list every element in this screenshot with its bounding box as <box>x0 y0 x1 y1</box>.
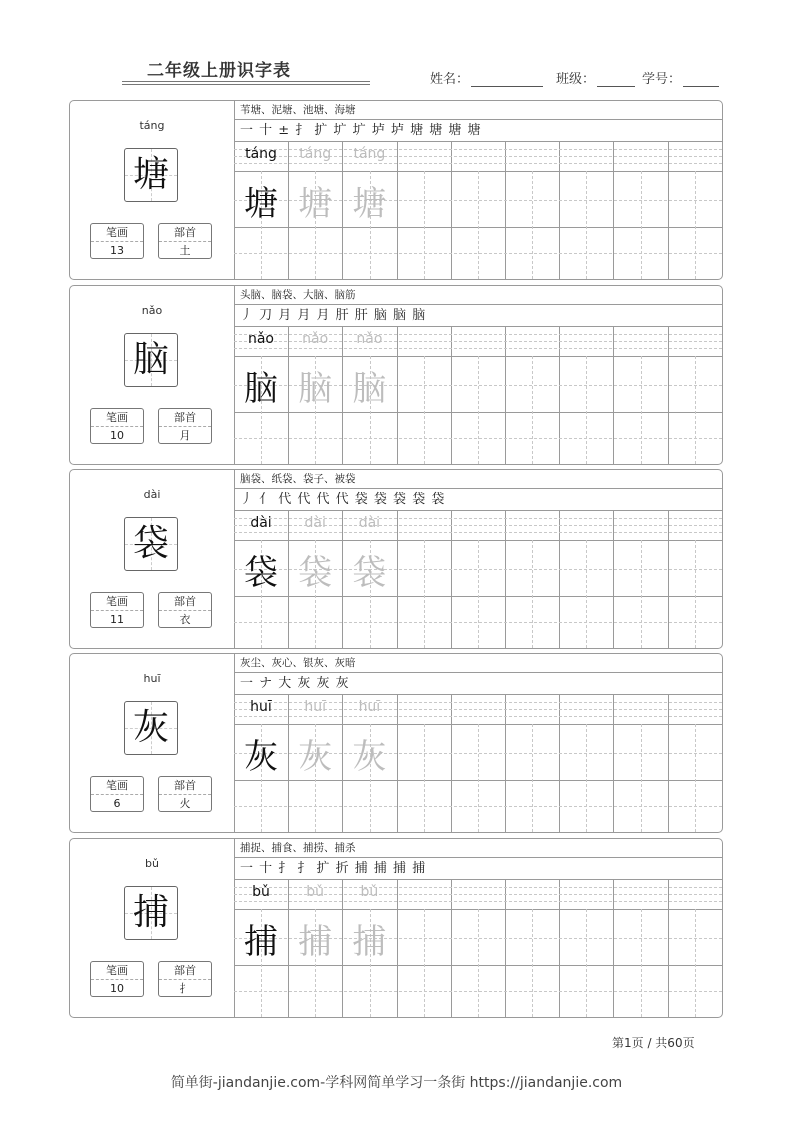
grid-line <box>695 356 696 464</box>
grid-line <box>695 540 696 648</box>
character-info-panel <box>70 470 235 648</box>
stroke-count-box <box>90 592 144 628</box>
grid-line <box>586 171 587 279</box>
name-blank[interactable] <box>471 72 543 87</box>
stroke-count-value: 13 <box>110 244 124 257</box>
radical-value: 衣 <box>179 613 191 626</box>
character-card <box>69 285 723 465</box>
grid-line <box>695 724 696 832</box>
practice-character: 塘 <box>244 184 278 224</box>
radical-label: 部首 <box>159 409 211 427</box>
grid-line <box>478 356 479 464</box>
character-pinyin: nǎo <box>141 304 163 317</box>
practice-pinyin: huī <box>358 699 381 715</box>
name-field[interactable] <box>430 68 543 87</box>
stroke-count-label: 笔画 <box>91 777 143 795</box>
stroke-count-label: 笔画 <box>91 409 143 427</box>
practice-pinyin: táng <box>245 146 277 162</box>
practice-pinyin: táng <box>353 146 386 162</box>
stroke-count-box <box>90 408 144 444</box>
practice-character: 塘 <box>298 184 333 224</box>
stroke-count-label: 笔画 <box>91 224 143 242</box>
stroke-count-value: 10 <box>110 982 124 995</box>
practice-pinyin: dài <box>250 515 272 531</box>
practice-grid[interactable] <box>234 327 722 464</box>
title-underline <box>122 81 370 82</box>
practice-character: 脑 <box>244 369 278 409</box>
character-box <box>124 148 178 202</box>
practice-character: 袋 <box>352 553 387 593</box>
practice-character: 捕 <box>298 922 333 962</box>
character-glyph: 塘 <box>132 154 169 195</box>
word-examples: 苇塘、泥塘、池塘、海塘 <box>234 101 722 120</box>
radical-value: 土 <box>179 244 191 257</box>
grid-line <box>424 724 425 832</box>
stroke-count-value: 10 <box>110 429 124 442</box>
practice-character: 灰 <box>244 737 278 777</box>
practice-grid[interactable] <box>234 511 722 648</box>
grid-line <box>641 356 642 464</box>
radical-value: 火 <box>179 797 191 810</box>
practice-pinyin: bǔ <box>252 884 270 900</box>
practice-panel <box>234 839 722 1017</box>
stroke-count-value: 11 <box>110 613 124 626</box>
radical-box <box>158 961 212 997</box>
practice-character: 脑 <box>352 369 387 409</box>
grid-line <box>586 356 587 464</box>
character-pinyin: dài <box>143 488 161 501</box>
practice-panel <box>234 654 722 832</box>
grid-line <box>424 540 425 648</box>
word-examples: 脑袋、纸袋、袋子、被袋 <box>234 470 722 489</box>
grid-line <box>641 724 642 832</box>
grid-line <box>532 171 533 279</box>
practice-character: 灰 <box>352 737 387 777</box>
grid-line <box>695 171 696 279</box>
grid-line <box>234 716 722 717</box>
class-field[interactable] <box>556 68 635 87</box>
stroke-count-label: 笔画 <box>91 962 143 980</box>
grid-line <box>424 356 425 464</box>
grid-line <box>532 724 533 832</box>
student-number-label: 学号： <box>642 72 682 87</box>
student-number-field[interactable] <box>642 68 719 87</box>
radical-label: 部首 <box>159 777 211 795</box>
character-card <box>69 838 723 1018</box>
character-glyph: 灰 <box>132 707 169 748</box>
practice-pinyin: nǎo <box>247 331 275 347</box>
practice-pinyin: huī <box>304 699 326 715</box>
practice-grid[interactable] <box>234 695 722 832</box>
grid-line <box>641 540 642 648</box>
radical-label: 部首 <box>159 962 211 980</box>
character-card <box>69 469 723 649</box>
radical-label: 部首 <box>159 593 211 611</box>
grid-line <box>234 163 722 164</box>
practice-pinyin: táng <box>299 146 332 162</box>
character-pinyin: táng <box>139 119 165 132</box>
stroke-order: 一 十 ± 扌 扩 圹 圹 垆 垆 塘 塘 塘 塘 <box>234 120 722 142</box>
student-number-blank[interactable] <box>683 72 719 87</box>
character-glyph: 捕 <box>132 892 169 933</box>
stroke-count-value: 6 <box>113 797 121 810</box>
practice-grid[interactable] <box>234 880 722 1017</box>
grid-line <box>532 909 533 1017</box>
character-info-panel <box>70 839 235 1017</box>
grid-line <box>695 909 696 1017</box>
radical-box <box>158 223 212 259</box>
grid-line <box>478 724 479 832</box>
practice-character: 捕 <box>244 922 278 962</box>
radical-box <box>158 592 212 628</box>
stroke-order: 丿 刀 月 月 月 肝 肝 脑 脑 脑 <box>234 305 722 327</box>
word-examples: 捕捉、捕食、捕捞、捕杀 <box>234 839 722 858</box>
stroke-count-box <box>90 961 144 997</box>
practice-character: 脑 <box>298 369 333 409</box>
character-info-panel <box>70 286 235 464</box>
character-glyph: 袋 <box>132 523 169 564</box>
practice-character: 袋 <box>244 553 278 593</box>
character-card <box>69 100 723 280</box>
class-label: 班级： <box>556 72 596 87</box>
grid-line <box>586 909 587 1017</box>
practice-pinyin: bǔ <box>360 884 379 900</box>
practice-pinyin: dài <box>358 515 381 531</box>
grid-line <box>424 909 425 1017</box>
practice-character: 灰 <box>298 737 333 777</box>
radical-value: 月 <box>179 429 191 442</box>
practice-pinyin: nǎo <box>356 331 383 347</box>
character-info-panel <box>70 101 235 279</box>
stroke-count-box <box>90 776 144 812</box>
title-underline <box>122 84 370 85</box>
stroke-order: 一 十 扌 扌 扩 折 捕 捕 捕 捕 <box>234 858 722 880</box>
character-card <box>69 653 723 833</box>
practice-pinyin: nǎo <box>302 331 329 347</box>
character-box <box>124 333 178 387</box>
practice-pinyin: bǔ <box>306 884 325 900</box>
class-blank[interactable] <box>597 72 635 87</box>
practice-character: 塘 <box>352 184 387 224</box>
stroke-count-label: 笔画 <box>91 593 143 611</box>
grid-line <box>424 171 425 279</box>
practice-pinyin: huī <box>250 699 272 715</box>
page-title: 二年级上册识字表 <box>147 61 291 81</box>
practice-character: 袋 <box>298 553 333 593</box>
stroke-order: 一 ナ 大 灰 灰 灰 <box>234 673 722 695</box>
word-examples: 灰尘、灰心、银灰、灰暗 <box>234 654 722 673</box>
grid-line <box>478 540 479 648</box>
grid-line <box>641 171 642 279</box>
practice-grid[interactable] <box>234 142 722 279</box>
grid-line <box>234 901 722 902</box>
character-pinyin: bǔ <box>145 857 159 870</box>
character-info-panel <box>70 654 235 832</box>
page-indicator: 第1页 / 共60页 <box>612 1036 695 1050</box>
radical-box <box>158 408 212 444</box>
stroke-order: 丿 亻 代 代 代 代 袋 袋 袋 袋 袋 <box>234 489 722 511</box>
practice-panel <box>234 470 722 648</box>
stroke-count-box <box>90 223 144 259</box>
grid-line <box>234 348 722 349</box>
practice-panel <box>234 101 722 279</box>
grid-line <box>234 532 722 533</box>
character-box <box>124 517 178 571</box>
radical-label: 部首 <box>159 224 211 242</box>
practice-pinyin: dài <box>304 515 326 531</box>
grid-line <box>641 909 642 1017</box>
word-examples: 头脑、脑袋、大脑、脑筋 <box>234 286 722 305</box>
grid-line <box>532 356 533 464</box>
character-box <box>124 701 178 755</box>
character-pinyin: huī <box>143 672 161 685</box>
grid-line <box>586 540 587 648</box>
radical-value: 扌 <box>179 982 191 995</box>
practice-character: 捕 <box>352 922 387 962</box>
practice-panel <box>234 286 722 464</box>
footer-text: 简单街-jiandanjie.com-学科网简单学习一条街 https://jiandanjie.com <box>170 1075 623 1091</box>
grid-line <box>478 909 479 1017</box>
name-label: 姓名： <box>430 72 470 87</box>
character-box <box>124 886 178 940</box>
grid-line <box>478 171 479 279</box>
grid-line <box>586 724 587 832</box>
radical-box <box>158 776 212 812</box>
grid-line <box>532 540 533 648</box>
character-glyph: 脑 <box>132 339 169 380</box>
